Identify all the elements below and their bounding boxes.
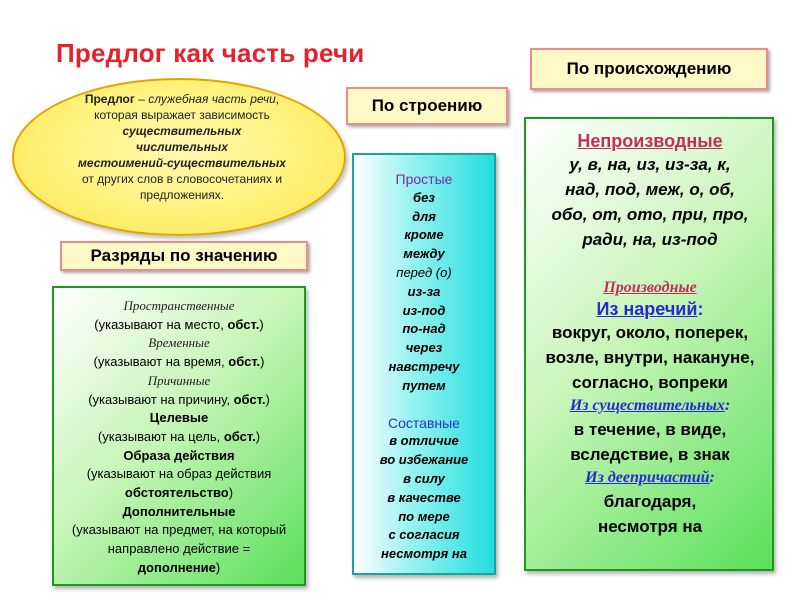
definition-comma: , — [275, 92, 280, 106]
compound-title: Составные — [388, 414, 460, 431]
meaning-note-causal: (указывают на причину, обст.) — [88, 391, 270, 407]
label-by-structure: По строению — [346, 87, 508, 125]
nouns-line: вследствие, в знак — [570, 445, 730, 464]
simple-item: кроме — [404, 227, 444, 243]
adverbs-line: согласно, вопреки — [572, 373, 728, 392]
page-title: Предлог как часть речи — [56, 38, 365, 68]
nonderived-line: у, в, на, из, из-за, к, — [569, 155, 731, 174]
compound-item: в отличие — [389, 433, 459, 449]
simple-title: Простые — [395, 171, 453, 187]
simple-item: между — [403, 246, 445, 262]
definition-term: Предлог — [84, 92, 135, 106]
simple-item: через — [405, 340, 443, 356]
compound-item: в качестве — [387, 489, 461, 505]
meaning-item-spatial: Пространственные — [123, 298, 235, 313]
nonderived-line: над, под, меж, о, об, — [565, 180, 735, 199]
label-by-origin: По происхождению — [530, 48, 768, 90]
adverbs-line: возле, внутри, накануне, — [545, 348, 755, 367]
simple-item: навстречу — [388, 358, 460, 374]
meaning-note-object: (указывают на предмет, на который направлено действие = дополнение) — [71, 522, 287, 575]
meaning-item-manner: Образа действия — [123, 447, 235, 463]
definition-line-2: которая выражает зависимость — [94, 108, 270, 122]
gerunds-title: Из деепричастий — [585, 469, 710, 486]
origin-list — [520, 130, 780, 539]
simple-item: для — [412, 208, 436, 224]
simple-item: перед (о) — [396, 264, 452, 280]
adverbs-line: вокруг, около, поперек, — [551, 323, 749, 342]
meaning-item-purpose: Целевые — [149, 410, 209, 426]
nonderived-title: Непроизводные — [577, 131, 723, 151]
adverbs-heading: Из наречий: — [596, 299, 704, 319]
simple-item: без — [413, 189, 435, 205]
gerunds-heading: Из деепричастий: — [585, 469, 715, 486]
definition-line-5: местоимений-существительных — [78, 156, 286, 170]
meaning-note-purpose: (указывают на цель, обст.) — [97, 428, 261, 444]
meaning-item-temporal: Временные — [148, 335, 210, 351]
meaning-note-spatial: (указывают на место, обст.) — [94, 316, 264, 332]
simple-item: из-под — [402, 302, 446, 318]
meaning-item-causal: Причинные — [147, 372, 211, 388]
nonderived-line: ради, на, из-под — [582, 230, 718, 249]
simple-item: по-над — [402, 321, 446, 337]
nouns-title: Из существительных — [569, 397, 725, 414]
definition-rest: служебная часть речи — [148, 92, 276, 106]
compound-item: с согласия — [388, 527, 460, 543]
meaning-note-manner: (указывают на образ действия обстоятельство) — [86, 466, 272, 501]
nouns-line: в течение, в виде, — [573, 420, 727, 439]
compound-item: несмотря на — [381, 546, 467, 562]
meaning-item-object: Дополнительные — [122, 503, 236, 519]
compound-item: в силу — [403, 470, 445, 486]
definition-line-3: существительных — [122, 124, 242, 138]
definition-line-6: от других слов в словосочетаниях и предложениях. — [81, 172, 283, 202]
gerunds-line: несмотря на — [597, 517, 703, 536]
definition-line-4: числительных — [136, 140, 228, 154]
nonderived-line: обо, от, ото, при, про, — [551, 205, 749, 224]
compound-item: по мере — [398, 508, 450, 524]
meaning-note-temporal: (указывают на время, обст.) — [93, 354, 265, 370]
meaning-list — [54, 297, 304, 578]
compound-item: во избежание — [379, 452, 469, 468]
gerunds-line: благодаря, — [603, 492, 697, 511]
structure-list — [352, 170, 496, 564]
definition-text — [42, 91, 322, 203]
label-by-meaning: Разряды по значению — [60, 241, 308, 271]
definition-line-1 — [42, 91, 322, 107]
definition-dash: – — [134, 92, 149, 106]
simple-item: из-за — [407, 283, 441, 299]
derived-title: Производные — [603, 279, 697, 296]
nouns-heading: Из существительных: — [569, 397, 731, 414]
adverbs-title: Из наречий — [596, 299, 698, 319]
simple-item: путем — [402, 377, 446, 393]
